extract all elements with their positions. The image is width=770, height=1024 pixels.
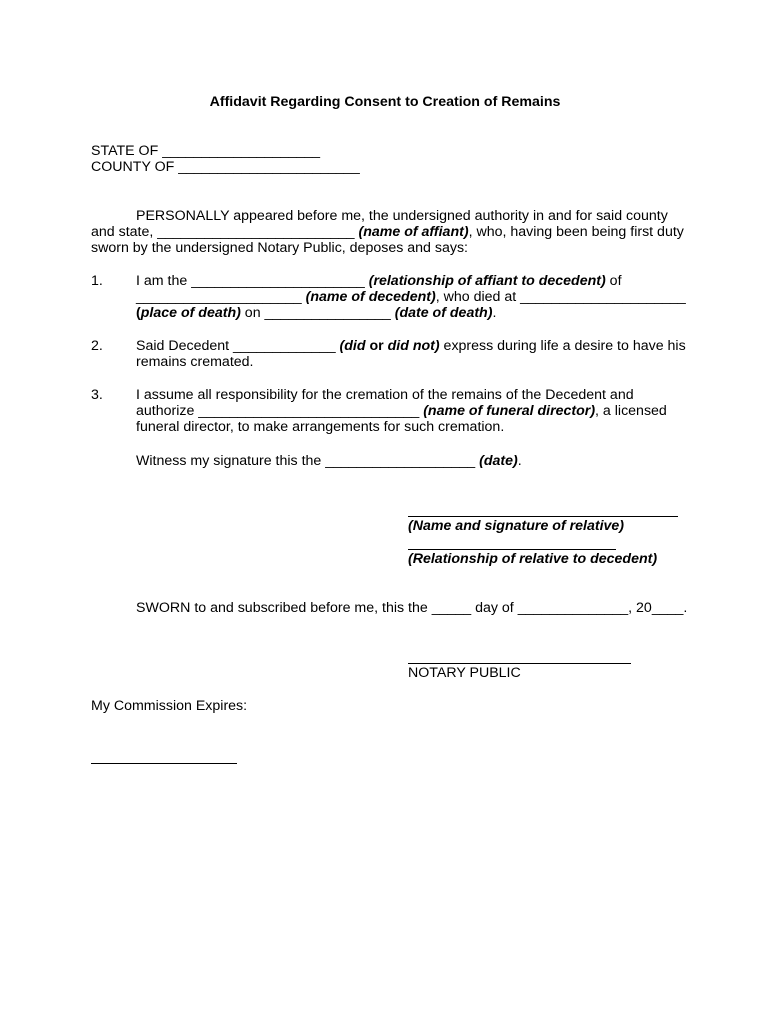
item-1-number: 1.: [91, 273, 103, 289]
item-1-line-1: [136, 273, 622, 289]
notary-public-label: NOTARY PUBLIC: [408, 665, 521, 681]
item-2-line-2: remains cremated.: [136, 354, 254, 370]
witness-text: .: [517, 453, 522, 469]
item-text: of: [605, 273, 622, 289]
state-of-line: STATE OF ____________________: [91, 143, 321, 159]
item-text: authorize ____________________________: [136, 403, 424, 419]
sworn-line: SWORN to and subscribed before me, this the _____ day of ______________, 20____.: [136, 600, 688, 616]
item-2-number: 2.: [91, 338, 103, 354]
witness-text: Witness my signature this the ___________________: [136, 453, 480, 469]
item-1-line-2: [136, 289, 686, 305]
item-3-number: 3.: [91, 387, 103, 403]
relationship-signature-line[interactable]: [408, 549, 616, 550]
did-label: (did: [339, 338, 366, 354]
relationship-relative-label: (Relationship of relative to decedent): [408, 551, 658, 567]
place-of-death-label: place of death): [140, 305, 241, 321]
relationship-label: (relationship of affiant to decedent): [368, 273, 606, 289]
relative-signature-line[interactable]: [408, 516, 678, 517]
item-text: Said Decedent _____________: [136, 338, 340, 354]
item-3-line-2: [136, 403, 667, 419]
intro-text: and state, _________________________: [91, 224, 359, 240]
commission-date-line[interactable]: [91, 763, 237, 764]
date-label: (date): [479, 453, 518, 469]
name-signature-relative-label: (Name and signature of relative): [408, 518, 625, 534]
item-text: _____________________: [136, 289, 306, 305]
item-text: on ________________: [240, 305, 395, 321]
item-3-line-3: funeral director, to make arrangements for such cremation.: [136, 419, 505, 435]
or-label: or: [365, 338, 388, 354]
commission-expires-label: My Commission Expires:: [91, 698, 248, 714]
funeral-director-label: (name of funeral director): [423, 403, 596, 419]
item-text: , who died at _____________________: [435, 289, 686, 305]
name-of-decedent-label: (name of decedent): [305, 289, 436, 305]
item-text: , a licensed: [595, 403, 667, 419]
witness-line: [136, 453, 522, 469]
item-text: express during life a desire to have his: [439, 338, 686, 354]
did-not-label: did not): [387, 338, 440, 354]
intro-line-2: [91, 224, 684, 240]
item-1-line-3: [136, 305, 496, 321]
intro-line-3: sworn by the undersigned Notary Public, deposes and says:: [91, 240, 468, 256]
document-title: Affidavit Regarding Consent to Creation of Remains: [209, 94, 561, 110]
item-2-line-1: [136, 338, 686, 354]
item-text: .: [492, 305, 497, 321]
notary-signature-line[interactable]: [408, 663, 631, 664]
item-3-line-1: I assume all responsibility for the cremation of the remains of the Decedent and: [136, 387, 634, 403]
county-of-line: COUNTY OF _______________________: [91, 159, 360, 175]
item-text: (: [136, 305, 141, 321]
date-of-death-label: (date of death): [394, 305, 493, 321]
item-text: I am the ______________________: [136, 273, 369, 289]
intro-text: , who, having been being first duty: [468, 224, 684, 240]
intro-line-1: PERSONALLY appeared before me, the undersigned authority in and for said county: [136, 208, 668, 224]
name-of-affiant-label: (name of affiant): [358, 224, 469, 240]
